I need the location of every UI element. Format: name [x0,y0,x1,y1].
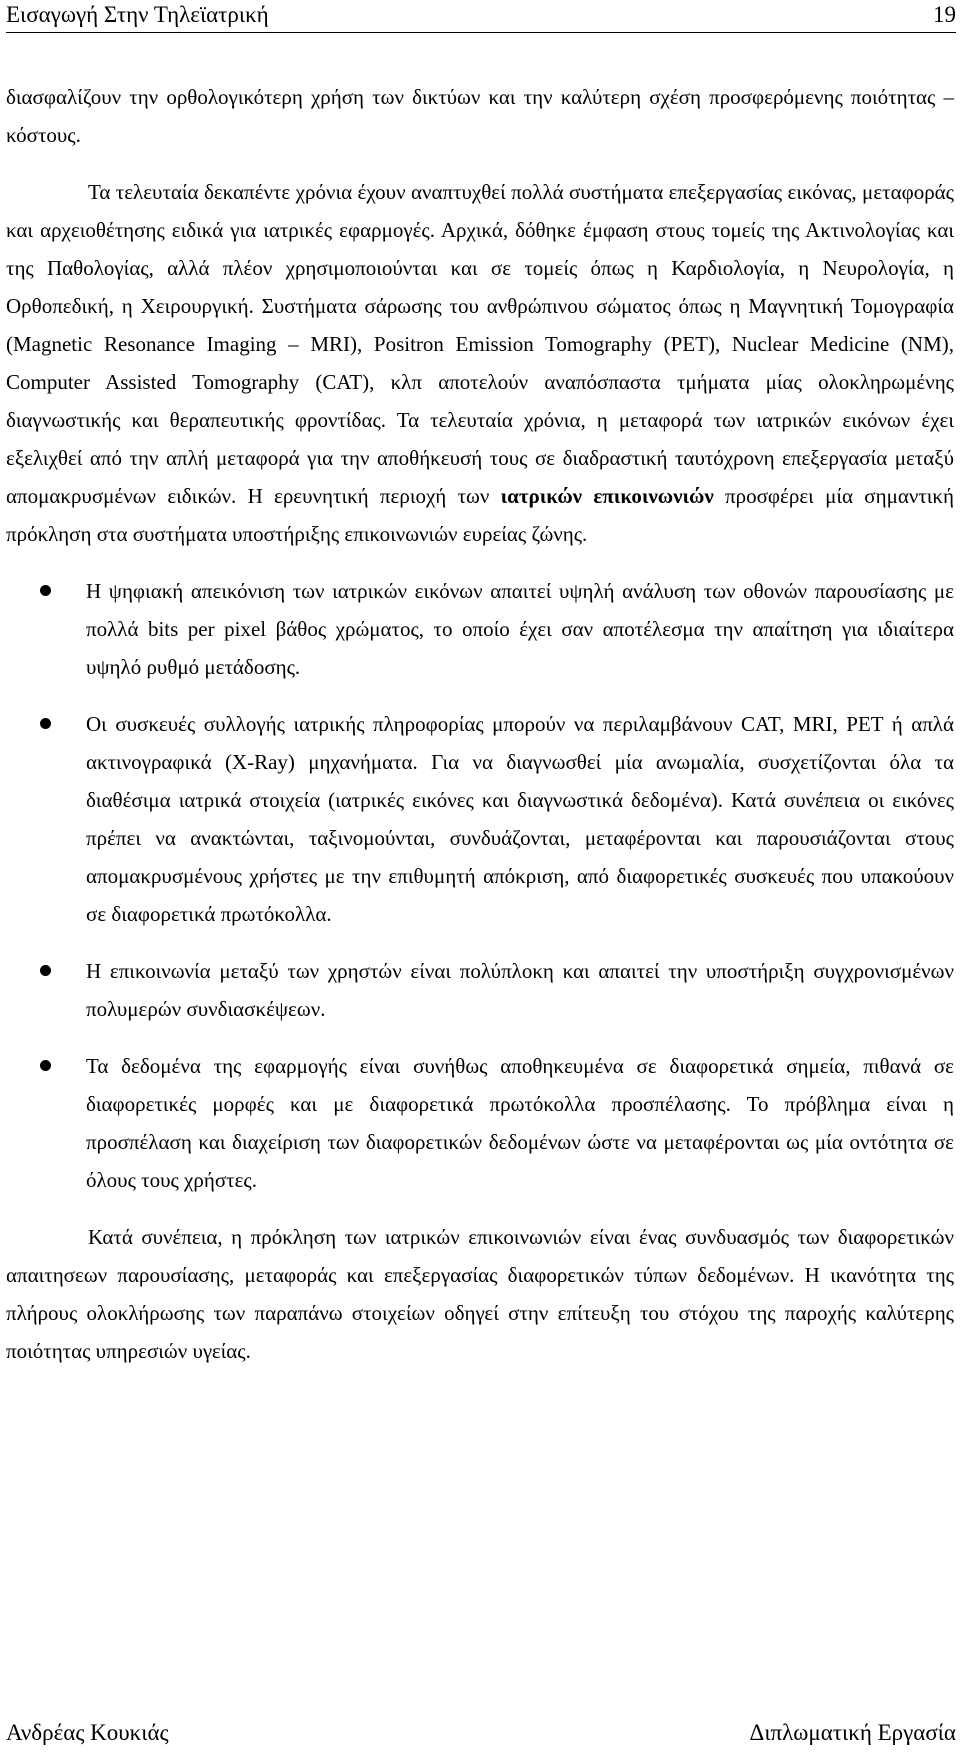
bullet-icon [40,718,51,729]
list-item [6,705,954,933]
list-item-text: Η ψηφιακή απεικόνιση των ιατρικών εικόνων απαιτεί υψηλή ανάλυση των οθονών παρουσίασης με πολλά bits per pixel βάθος χρώματος, το οποίο έχει σαν αποτέλεσμα την απαίτηση για ιδιαίτερα υψηλό ρυθμό μετάδοσης. [86,579,954,679]
paragraph-conclusion: Κατά συνέπεια, η πρόκληση των ιατρικών επικοινωνιών είναι ένας συνδυασμός των διαφορετικών απαιτησεων παρουσίασης, μεταφοράς και επεξεργασίας διαφορετικών τύπων δεδομένων. Η ικανότητα της πλήρους ολοκλήρωσης των παραπάνω στοιχείων οδηγεί στην επίτευξη του στόχου της παροχής καλύτερης ποιότητας υπηρεσιών υγείας. [6,1225,954,1363]
paragraph-text-before: Τα τελευταία δεκαπέντε χρόνια έχουν αναπτυχθεί πολλά συστήματα επεξεργασίας εικόνας, μεταφοράς και αρχειοθέτησης ειδικά για ιατρικές εφαρμογές. Αρχικά, δόθηκε έμφαση στους τομείς της Ακτινολογίας και της Παθολογίας, αλλά πλέον χρησιμοποιούνται και σε τομείς όπως η Καρδιολογία, η Νευρολογία, η Ορθοπεδική, η Χειρουργική. Συστήματα σάρωσης του ανθρώπινου σώματος όπως η Μαγνητική Τομογραφία (Magnetic Resonance Imaging – MRI), Positron Emission Tomography (PET), Nuclear Medicine (NM), Computer Assisted Tomography (CAT), κλπ αποτελούν αναπόσπαστα τμήματα μίας ολοκληρωμένης διαγνωστικής και θεραπευτικής φροντίδας. Τα τελευταία χρόνια, η μεταφορά των ιατρικών εικόνων έχει εξελιχθεί από την απλή μεταφορά για την αποθήκευσή τους σε διαδραστική ταυτόχρονη επεξεργασία μεταξύ απομακρυσμένων ειδικών. Η ερευνητική περιοχή των [6,180,954,508]
running-title: Εισαγωγή Στην Τηλεϊατρική [6,2,269,27]
page-header [6,0,956,33]
footer-thesis: Διπλωματική Εργασία [749,1720,956,1745]
list-item [6,952,954,1028]
page-footer [6,1720,956,1754]
list-item-text: Τα δεδομένα της εφαρμογής είναι συνήθως αποθηκευμένα σε διαφορετικά σημεία, πιθανά σε διαφορετικές μορφές και με διαφορετικά πρωτόκολλα προσπέλασης. Το πρόβλημα είναι η προσπέλαση και διαχείριση των διαφορετικών δεδομένων ώστε να μεταφέρονται ως μία οντότητα σε όλους τους χρήστες. [86,1054,954,1192]
list-item-text: Οι συσκευές συλλογής ιατρικής πληροφορίας μπορούν να περιλαμβάνουν CAT, MRI, PET ή απλά ακτινογραφικά (X-Ray) μηχανήματα. Για να διαγνωσθεί μία ανωμαλία, συσχετίζονται όλα τα διαθέσιμα ιατρικά στοιχεία (ιατρικές εικόνες και διαγνωστικά δεδομένα). Κατά συνέπεια οι εικόνες πρέπει να ανακτώνται, ταξινομούνται, συνδυάζονται, μεταφέρονται και παρουσιάζονται στους απομακρυσμένους χρήστες με την επιθυμητή απόκριση, από διαφορετικές συσκευές που υπακούουν σε διαφορετικά πρωτόκολλα. [86,712,954,926]
paragraph-medical-imaging [6,173,954,553]
paragraph-continuation: διασφαλίζουν την ορθολογικότερη χρήση των δικτύων και την καλύτερη σχέση προσφερόμενης ποιότητας – κόστους. [6,85,954,147]
requirements-list [6,572,954,1199]
list-item [6,572,954,686]
paragraph-text-after: προσφέρει μία σημαντική πρόκληση στα συστήματα υποστήριξης επικοινωνιών ευρείας ζώνης. [6,484,954,546]
list-item-text: Η επικοινωνία μεταξύ των χρηστών είναι πολύπλοκη και απαιτεί την υποστήριξη συγχρονισμένων πολυμερών συνδιασκέψεων. [86,959,954,1021]
bullet-icon [40,965,51,976]
list-item [6,1047,954,1199]
page-number: 19 [933,2,956,27]
page-body [6,78,954,1370]
footer-author: Ανδρέας Κουκιάς [6,1720,169,1745]
bullet-icon [40,1060,51,1071]
bullet-icon [40,585,51,596]
bold-term: ιατρικών επικοινωνιών [500,484,714,508]
